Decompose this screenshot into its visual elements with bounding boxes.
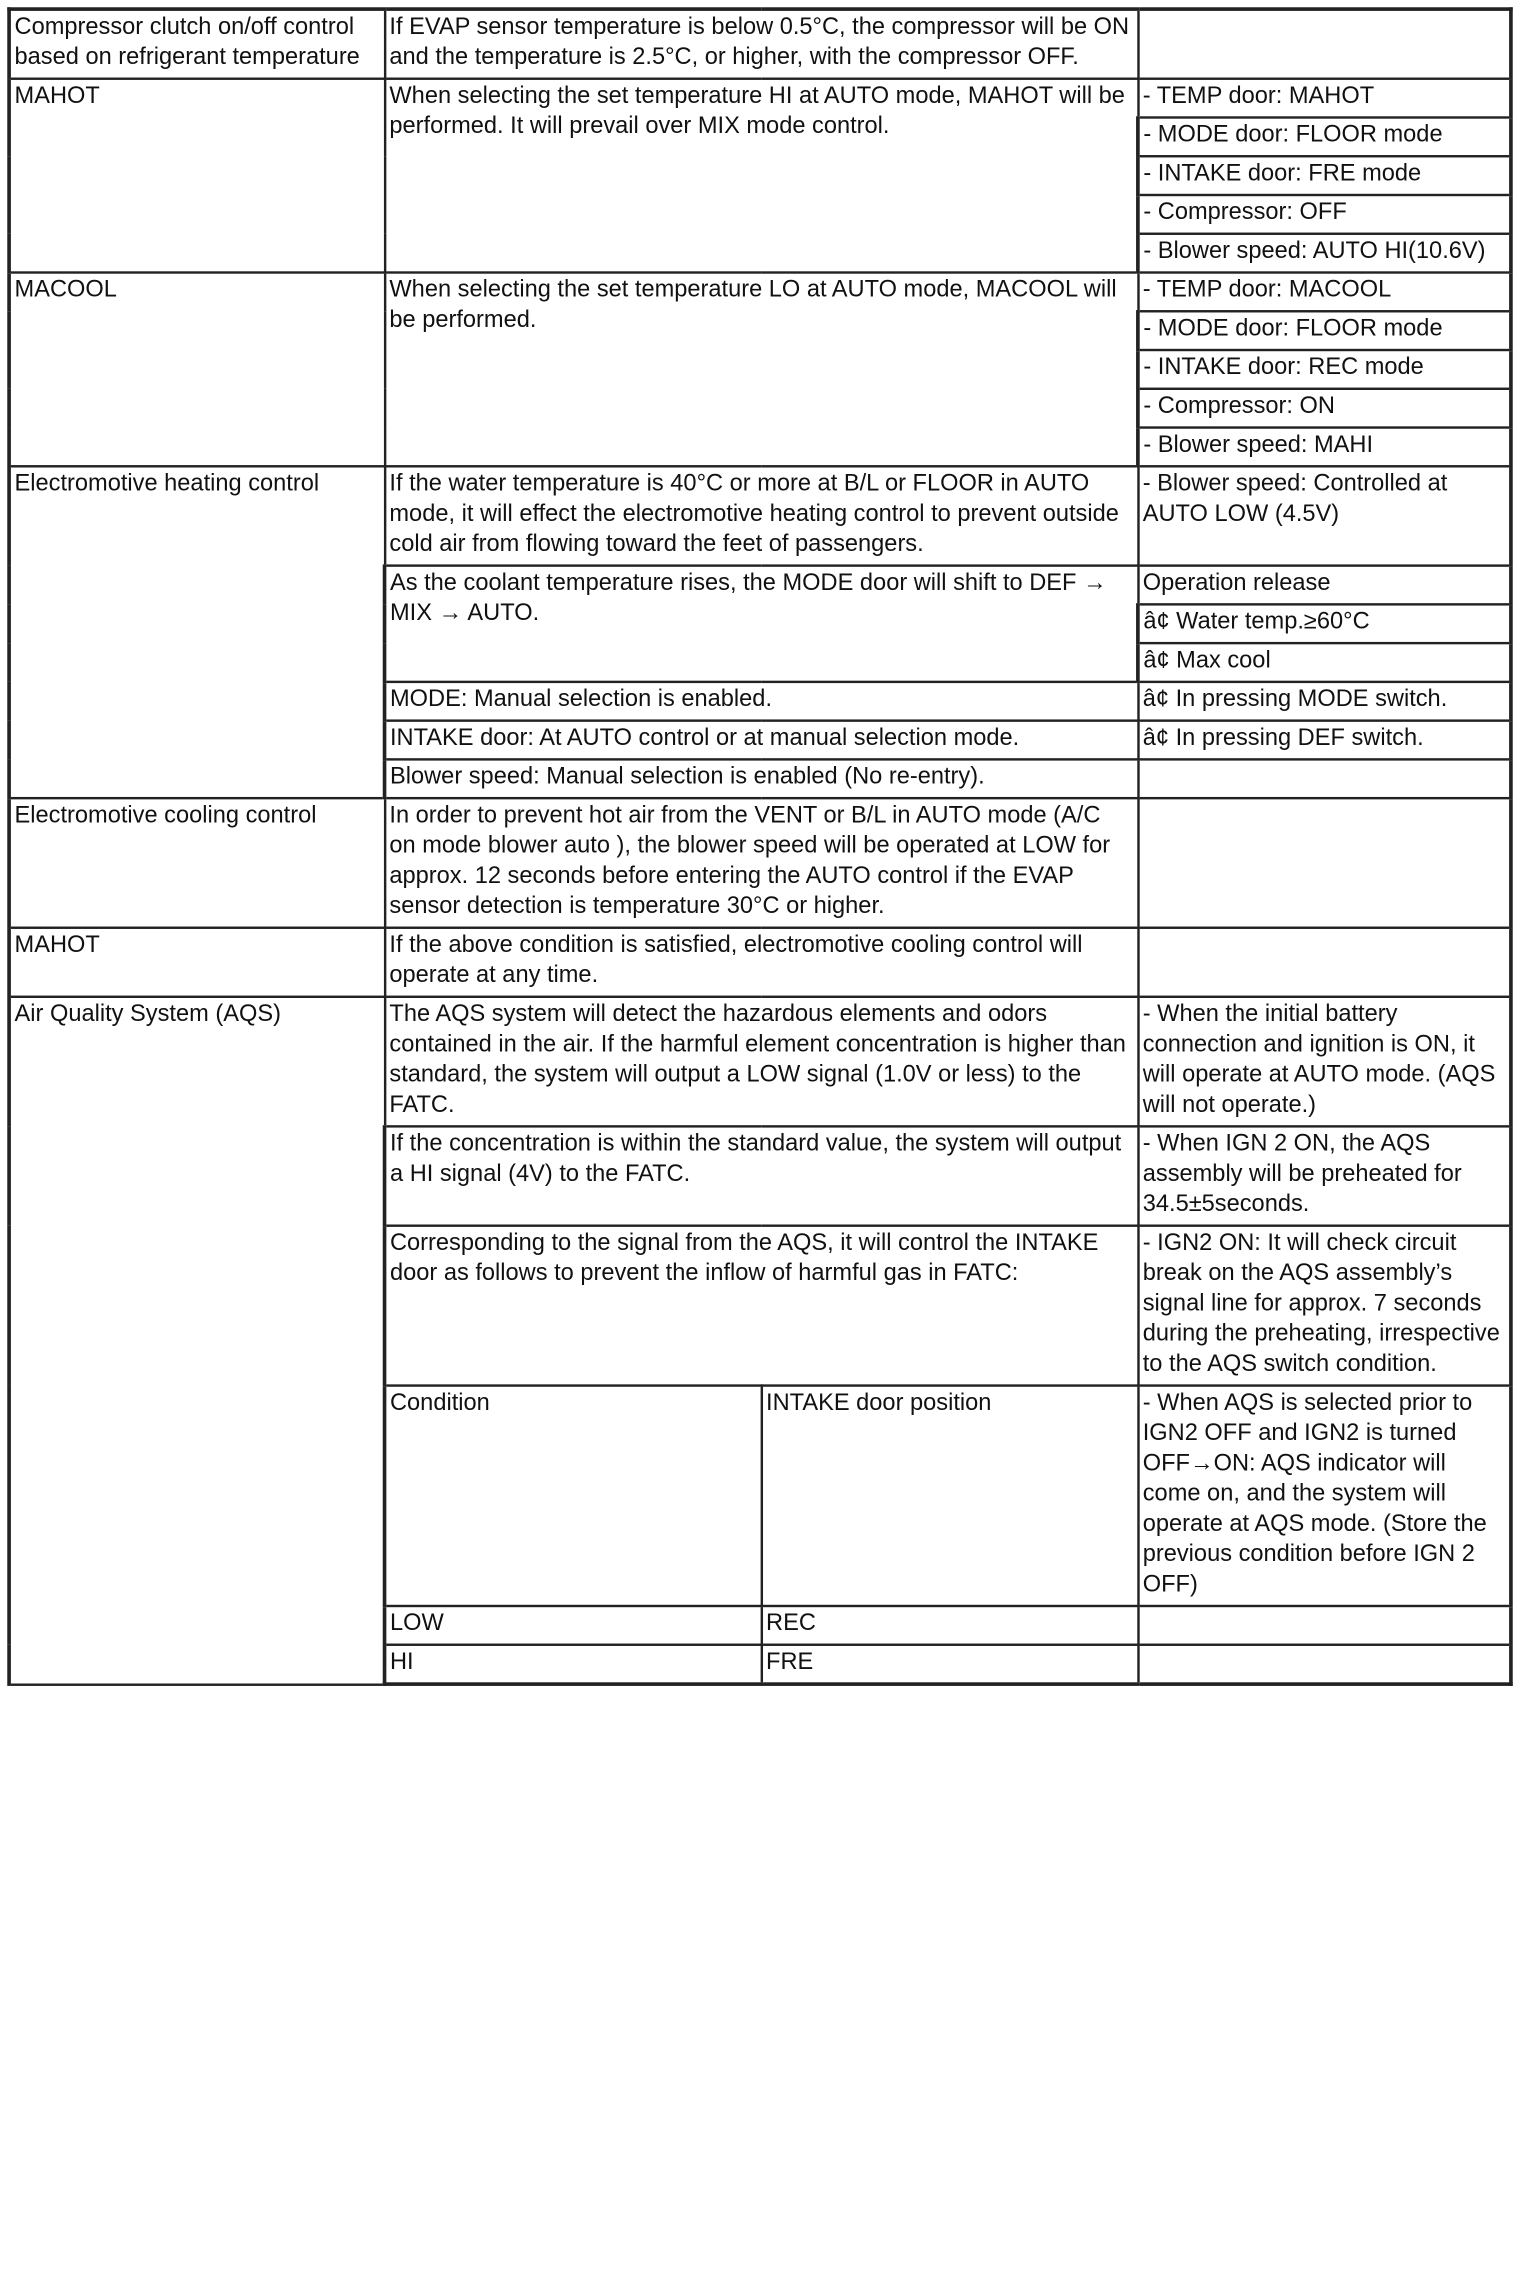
cell-text: INTAKE door position bbox=[766, 1389, 992, 1416]
cell-text: - Compressor: OFF bbox=[1143, 198, 1347, 226]
table-cell bbox=[9, 9, 384, 79]
cell-text: Operation release bbox=[1142, 569, 1331, 596]
table-cell bbox=[1138, 311, 1511, 350]
table-row bbox=[9, 273, 1511, 312]
table-cell bbox=[1138, 928, 1511, 997]
table-cell bbox=[385, 798, 1138, 928]
table-cell bbox=[1138, 1645, 1511, 1684]
table-cell bbox=[385, 273, 1138, 467]
table-cell bbox=[385, 928, 1138, 997]
table-cell bbox=[385, 1386, 762, 1606]
cell-text: - INTAKE door: REC mode bbox=[1143, 353, 1424, 381]
cell-text: - Blower speed: AUTO HI(10.6V) bbox=[1143, 237, 1486, 265]
cell-text: REC bbox=[766, 1609, 816, 1637]
table-cell bbox=[385, 1126, 1138, 1225]
table-cell bbox=[1138, 997, 1511, 1127]
table-cell bbox=[385, 721, 1138, 760]
cell-text: If the above condition is satisfied, electromotive cooling control will operate at any time. bbox=[389, 931, 1083, 989]
table-cell bbox=[761, 1645, 1138, 1684]
cell-text: MACOOL bbox=[14, 276, 117, 303]
cell-text: Electromotive cooling control bbox=[14, 801, 317, 829]
cell-text: If the concentration is within the standard value, the system will output a HI signal (4V) to the FATC. bbox=[389, 1130, 1122, 1187]
table-cell bbox=[9, 466, 384, 798]
table-cell bbox=[1138, 759, 1511, 798]
cell-text: - IGN2 ON: It will check circuit break on the AQS assembly’s signal line for approx. 7 seconds during the preheating, irrespective to the AQS switch condition. bbox=[1142, 1229, 1500, 1378]
table-cell bbox=[761, 1386, 1138, 1606]
table-cell bbox=[1138, 428, 1511, 467]
table-cell bbox=[1138, 79, 1511, 118]
table-cell bbox=[385, 466, 1138, 565]
cell-text: - Compressor: ON bbox=[1143, 392, 1335, 420]
table-cell bbox=[1138, 1126, 1511, 1225]
table-cell bbox=[1138, 117, 1511, 156]
table-cell bbox=[9, 273, 384, 467]
cell-text: Electromotive heating control bbox=[14, 469, 320, 497]
cell-text: FRE bbox=[766, 1648, 814, 1676]
cell-text: - TEMP door: MACOOL bbox=[1142, 276, 1392, 303]
table-cell bbox=[1138, 798, 1511, 928]
table-cell bbox=[1138, 643, 1511, 682]
table-cell bbox=[385, 79, 1138, 273]
cell-text: - When AQS is selected prior to IGN2 OFF and IGN2 is turned OFF→ON: AQS indicator will come on, and the system will operate at AQS mode. (Store the previous condition before IGN 2 OFF) bbox=[1142, 1389, 1487, 1598]
cell-text: HI bbox=[389, 1648, 414, 1676]
cell-text: - INTAKE door: FRE mode bbox=[1143, 159, 1422, 187]
table-cell bbox=[385, 9, 1138, 79]
table-cell bbox=[1138, 350, 1511, 389]
cell-text: Blower speed: Manual selection is enabled (No re-entry). bbox=[389, 763, 985, 790]
table-cell bbox=[385, 759, 1138, 798]
table-row bbox=[9, 9, 1511, 79]
table-cell bbox=[1138, 682, 1511, 721]
cell-text: - MODE door: FLOOR mode bbox=[1143, 121, 1443, 148]
table-cell bbox=[385, 1645, 762, 1684]
cell-text: MAHOT bbox=[14, 82, 100, 110]
cell-text: LOW bbox=[389, 1609, 444, 1637]
cell-text: Air Quality System (AQS) bbox=[14, 1000, 281, 1028]
table-cell bbox=[1138, 1226, 1511, 1386]
table-cell bbox=[385, 682, 1138, 721]
cell-text: - When the initial battery connection and ignition is ON, it will operate at AUTO mode. (AQS will not operate.) bbox=[1142, 1000, 1496, 1118]
cell-text: - MODE door: FLOOR mode bbox=[1143, 314, 1443, 342]
table-row bbox=[9, 466, 1511, 565]
table-cell bbox=[9, 928, 384, 997]
table-cell bbox=[1138, 234, 1511, 273]
table-cell bbox=[1138, 9, 1511, 79]
table-row bbox=[9, 928, 1511, 997]
cell-text: â¢ Max cool bbox=[1143, 646, 1271, 674]
table-cell bbox=[1138, 273, 1511, 312]
table-cell bbox=[1138, 1606, 1511, 1645]
table-cell bbox=[1138, 721, 1511, 760]
cell-text: When selecting the set temperature HI at AUTO mode, MAHOT will be performed. It will prevail over MIX mode control. bbox=[389, 82, 1125, 140]
table-cell bbox=[385, 997, 1138, 1127]
cell-text: Compressor clutch on/off control based on refrigerant temperature bbox=[14, 13, 360, 71]
cell-text: â¢ In pressing MODE switch. bbox=[1142, 685, 1448, 713]
cell-text: â¢ Water temp.≥60°C bbox=[1143, 608, 1370, 635]
table-cell bbox=[1138, 566, 1511, 605]
table-row bbox=[9, 798, 1511, 928]
table-row bbox=[9, 997, 1511, 1127]
cell-text: Condition bbox=[389, 1389, 490, 1416]
cell-text: Corresponding to the signal from the AQS, it will control the INTAKE door as follows to prevent the inflow of harmful gas in FATC: bbox=[389, 1229, 1099, 1287]
table-cell bbox=[1138, 389, 1511, 428]
cell-text: MAHOT bbox=[14, 931, 100, 959]
table-cell bbox=[761, 1606, 1138, 1645]
table-cell bbox=[1138, 156, 1511, 195]
cell-text: As the coolant temperature rises, the MODE door will shift to DEF → MIX → AUTO. bbox=[389, 569, 1107, 627]
table-cell bbox=[385, 1606, 762, 1645]
cell-text: - TEMP door: MAHOT bbox=[1142, 82, 1375, 110]
cell-text: If EVAP sensor temperature is below 0.5°C, the compressor will be ON and the temperature is 2.5°C, or higher, with the compressor OFF. bbox=[389, 13, 1130, 71]
table-cell bbox=[9, 997, 384, 1684]
table-cell bbox=[9, 798, 384, 928]
cell-text: The AQS system will detect the hazardous elements and odors contained in the air. If the harmful element concentration is higher than standard, the system will output a LOW signal (1.0V or less) to the FATC. bbox=[389, 1000, 1126, 1118]
cell-text: - Blower speed: MAHI bbox=[1143, 431, 1374, 458]
table-cell bbox=[1138, 1386, 1511, 1606]
table-row bbox=[9, 79, 1511, 118]
table-cell bbox=[385, 1226, 1138, 1386]
cell-text: - When IGN 2 ON, the AQS assembly will be preheated for 34.5±5seconds. bbox=[1142, 1130, 1462, 1218]
table-cell bbox=[1138, 195, 1511, 234]
specification-table bbox=[7, 7, 1512, 1686]
cell-text: - Blower speed: Controlled at AUTO LOW (4.5V) bbox=[1142, 469, 1448, 527]
cell-text: If the water temperature is 40°C or more at B/L or FLOOR in AUTO mode, it will effect the electromotive heating control to prevent outside cold air from flowing toward the feet of passengers. bbox=[389, 469, 1119, 558]
table-cell bbox=[1138, 604, 1511, 643]
table-cell bbox=[1138, 466, 1511, 565]
table-cell bbox=[385, 566, 1138, 682]
cell-text: When selecting the set temperature LO at AUTO mode, MACOOL will be performed. bbox=[389, 276, 1117, 334]
cell-text: MODE: Manual selection is enabled. bbox=[389, 685, 773, 713]
table-cell bbox=[9, 79, 384, 273]
cell-text: In order to prevent hot air from the VENT or B/L in AUTO mode (A/C on mode blower auto ), the blower speed will be operated at LOW for approx. 12 seconds before entering the AUTO control if the EVAP sensor detection is temperature 30°C or higher. bbox=[389, 801, 1111, 920]
cell-text: INTAKE door: At AUTO control or at manual selection mode. bbox=[389, 724, 1020, 751]
cell-text: â¢ In pressing DEF switch. bbox=[1142, 724, 1424, 751]
